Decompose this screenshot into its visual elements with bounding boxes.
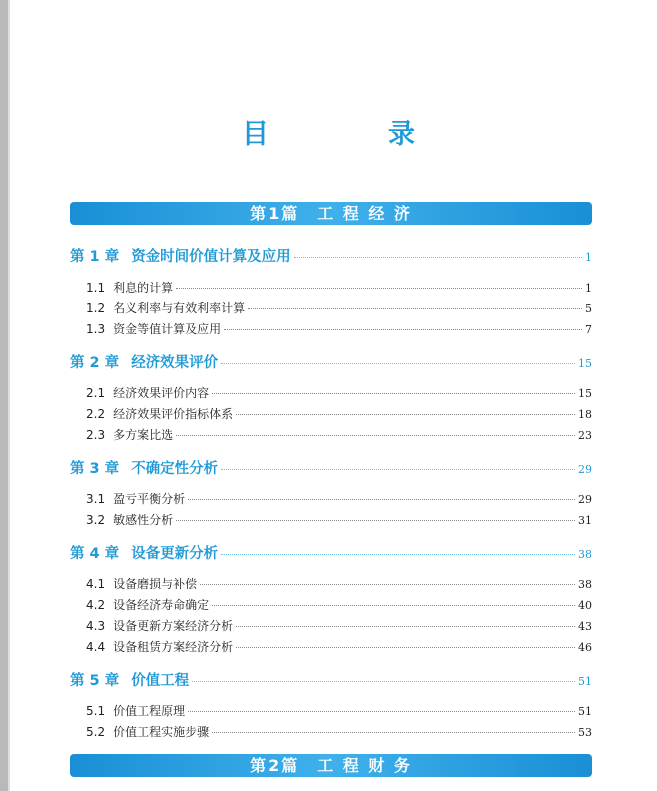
leader-dots [221, 363, 575, 364]
section-row[interactable] [86, 638, 592, 655]
section-title: 名义利率与有效利率计算 [113, 301, 246, 315]
chapter-page: 15 [578, 357, 592, 370]
section-row[interactable] [86, 384, 592, 401]
leader-dots [212, 605, 575, 606]
leader-dots [192, 681, 575, 682]
section-page: 7 [585, 323, 592, 336]
section-row[interactable] [86, 575, 592, 592]
chapter-row[interactable] [70, 542, 592, 563]
leader-dots [200, 584, 575, 585]
section-page: 23 [578, 429, 592, 442]
section-page: 43 [578, 620, 592, 633]
chapter-title: 价值工程 [131, 673, 190, 689]
section-page: 51 [578, 705, 592, 718]
leader-dots [176, 435, 575, 436]
leader-dots [236, 626, 575, 627]
section-title: 经济效果评价内容 [113, 386, 210, 400]
section-row[interactable] [86, 279, 592, 296]
chapter-number: 第 5 章 [70, 673, 120, 689]
leader-dots [236, 647, 575, 648]
section-row[interactable] [86, 320, 592, 337]
leader-dots [236, 414, 575, 415]
chapter-row[interactable] [70, 669, 592, 690]
section-title: 利息的计算 [113, 281, 174, 295]
section-number: 4.4 [86, 640, 106, 654]
section-page: 38 [578, 578, 592, 591]
section-number: 1.1 [86, 281, 106, 295]
chapter-page: 51 [578, 675, 592, 688]
chapter-title: 不确定性分析 [131, 461, 219, 477]
section-title: 多方案比选 [113, 428, 174, 442]
section-title: 盈亏平衡分析 [113, 492, 186, 506]
section-page: 15 [578, 387, 592, 400]
section-page: 18 [578, 408, 592, 421]
toc-title: 目 录 [242, 119, 461, 150]
section-row[interactable] [86, 511, 592, 528]
chapter-number: 第 1 章 [70, 249, 120, 265]
leader-dots [188, 499, 575, 500]
leader-dots [212, 732, 575, 733]
section-number: 2.3 [86, 428, 106, 442]
section-number: 3.2 [86, 513, 106, 527]
chapter-number: 第 3 章 [70, 461, 120, 477]
section-page: 53 [578, 726, 592, 739]
section-number: 5.1 [86, 704, 106, 718]
section-title: 价值工程原理 [113, 704, 186, 718]
part-banner-2: 第2篇 工 程 财 务 [70, 754, 592, 777]
section-title: 资金等值计算及应用 [113, 322, 222, 336]
leader-dots [248, 308, 582, 309]
chapter-title: 设备更新分析 [131, 546, 219, 562]
chapter-page: 29 [578, 463, 592, 476]
section-title: 价值工程实施步骤 [113, 725, 210, 739]
chapter-title: 资金时间价值计算及应用 [131, 249, 291, 265]
section-title: 设备经济寿命确定 [113, 598, 210, 612]
section-page: 31 [578, 514, 592, 527]
leader-dots [294, 257, 582, 258]
section-number: 3.1 [86, 492, 106, 506]
section-title: 设备租赁方案经济分析 [113, 640, 234, 654]
section-number: 1.3 [86, 322, 106, 336]
section-page: 5 [585, 302, 592, 315]
leader-dots [221, 554, 575, 555]
leader-dots [221, 469, 575, 470]
leader-dots [212, 393, 575, 394]
chapter-row[interactable] [70, 245, 592, 266]
section-row[interactable] [86, 723, 592, 740]
section-row[interactable] [86, 299, 592, 316]
leader-dots [176, 288, 582, 289]
section-row[interactable] [86, 702, 592, 719]
section-page: 29 [578, 493, 592, 506]
section-number: 4.2 [86, 598, 106, 612]
section-number: 4.1 [86, 577, 106, 591]
chapter-row[interactable] [70, 351, 592, 372]
section-number: 2.1 [86, 386, 106, 400]
chapter-number: 第 4 章 [70, 546, 120, 562]
chapter-number: 第 2 章 [70, 355, 120, 371]
section-row[interactable] [86, 426, 592, 443]
leader-dots [224, 329, 582, 330]
chapter-title: 经济效果评价 [131, 355, 219, 371]
section-row[interactable] [86, 617, 592, 634]
section-number: 5.2 [86, 725, 106, 739]
chapter-page: 38 [578, 548, 592, 561]
part-banner-1: 第1篇 工 程 经 济 [70, 202, 592, 225]
leader-dots [176, 520, 575, 521]
section-page: 1 [585, 282, 592, 295]
section-row[interactable] [86, 405, 592, 422]
section-title: 设备磨损与补偿 [113, 577, 198, 591]
section-title: 敏感性分析 [113, 513, 174, 527]
section-row[interactable] [86, 596, 592, 613]
section-number: 4.3 [86, 619, 106, 633]
leader-dots [188, 711, 575, 712]
section-row[interactable] [86, 490, 592, 507]
section-page: 46 [578, 641, 592, 654]
section-title: 经济效果评价指标体系 [113, 407, 234, 421]
chapter-page: 1 [585, 251, 592, 264]
section-number: 2.2 [86, 407, 106, 421]
section-number: 1.2 [86, 301, 106, 315]
chapter-row[interactable] [70, 457, 592, 478]
section-title: 设备更新方案经济分析 [113, 619, 234, 633]
section-page: 40 [578, 599, 592, 612]
